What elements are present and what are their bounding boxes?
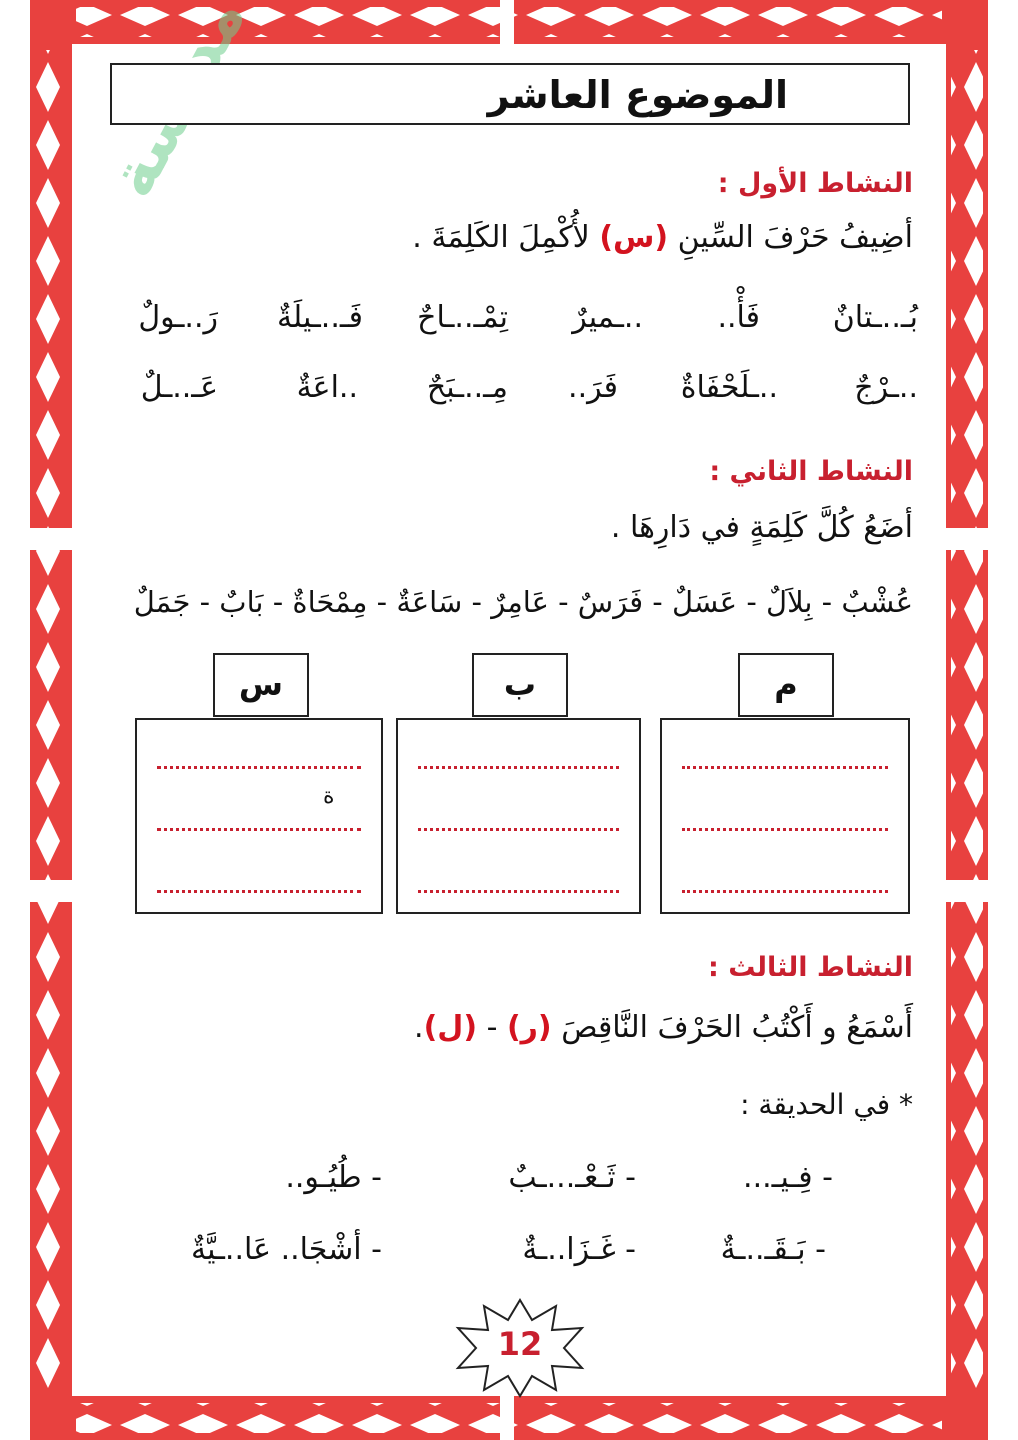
word-item: - غَـزَا..ـةٌ — [522, 1232, 636, 1267]
sorting-box-baa — [396, 718, 641, 914]
page-title: الموضوع العاشر — [487, 73, 788, 117]
letter-tab-meem: م — [738, 653, 834, 717]
activity1-instruction — [412, 220, 913, 255]
title-box — [110, 63, 910, 125]
word-item: رَ..ـولٌ — [138, 300, 218, 335]
instruction-text-end: لأُكْمِلَ الكَلِمَةَ . — [412, 220, 600, 255]
instruction-text: أَسْمَعُ و أَكْتُبُ الحَرْفَ النَّاقِصَ — [551, 1010, 913, 1045]
word-item: مِـ..ـبَحٌ — [426, 370, 508, 405]
word-item: عَـ..ـلٌ — [140, 370, 218, 405]
write-line[interactable] — [157, 828, 361, 831]
word-item: فَـ..ـيلَةٌ — [276, 300, 363, 335]
write-line[interactable] — [418, 766, 619, 769]
letter-lam: (ل) — [423, 1010, 478, 1045]
word-item: - أشْجَا.. عَا..ـيَّةٌ — [191, 1232, 382, 1267]
write-line[interactable] — [418, 890, 619, 893]
letter-tab-baa: ب — [472, 653, 568, 717]
write-line[interactable] — [682, 828, 888, 831]
write-line[interactable] — [157, 890, 361, 893]
write-line[interactable] — [682, 890, 888, 893]
instruction-end: . — [414, 1010, 424, 1045]
letter-raa: (ر) — [506, 1010, 552, 1045]
word-item: تِمْـ..ـاحٌ — [417, 300, 508, 335]
word-item: فَأْ.. — [717, 300, 760, 335]
activity3-instruction — [414, 1010, 913, 1045]
activity1-heading: النشاط الأول : — [717, 168, 913, 199]
word-item: ..اعَةٌ — [296, 370, 358, 405]
word-list: عُشْبٌ - بِلاَلٌ - عَسَلٌ - فَرَسٌ - عَامِرٌ - سَاعَةٌ - مِمْحَاةٌ - بَابٌ - جَمَلٌ — [133, 585, 913, 619]
word-item: ..ـرْجٌ — [854, 370, 918, 405]
word-item: فَرَ.. — [568, 370, 618, 405]
word-item: - طُيُـو.. — [285, 1160, 382, 1195]
activity2-heading: النشاط الثاني : — [709, 456, 913, 487]
word-item: - فِـيـ... — [743, 1160, 833, 1195]
word-item: بُـ..ـتانٌ — [832, 300, 918, 335]
separator: - — [477, 1010, 507, 1045]
stray-mark: ة — [323, 784, 335, 809]
write-line[interactable] — [418, 828, 619, 831]
write-line[interactable] — [682, 766, 888, 769]
letter-tab-seen: س — [213, 653, 309, 717]
activity3-heading: النشاط الثالث : — [708, 952, 913, 983]
sub-heading: * في الحديقة : — [740, 1088, 913, 1121]
word-item: - بَـقَـ..ـةٌ — [720, 1232, 826, 1267]
sorting-box-meem — [660, 718, 910, 914]
page-number: 12 — [497, 1325, 543, 1363]
word-item: - ثَـعْـ...ـبٌ — [508, 1160, 636, 1195]
instruction-text: أضِيفُ حَرْفَ السِّينِ — [668, 220, 913, 255]
write-line[interactable] — [157, 766, 361, 769]
activity2-instruction: أضَعُ كُلَّ كَلِمَةٍ في دَارِهَا . — [610, 510, 913, 545]
word-item: ..ـلَحْفَاةٌ — [680, 370, 778, 405]
word-item: ..ـميرٌ — [572, 300, 643, 335]
sorting-box-seen — [135, 718, 383, 914]
letter-sin: (س) — [599, 220, 669, 255]
